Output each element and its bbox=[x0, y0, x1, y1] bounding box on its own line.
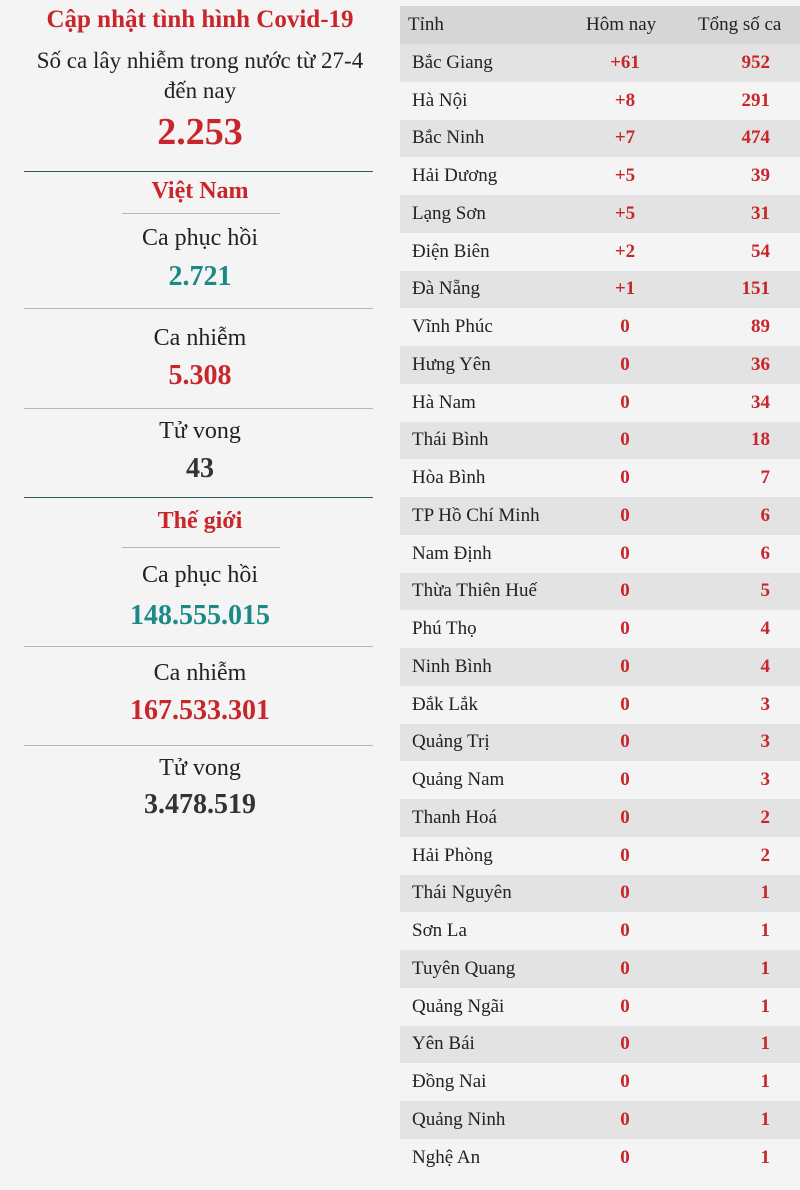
total-cases: 36 bbox=[751, 353, 770, 375]
total-cases: 6 bbox=[760, 504, 770, 526]
today-cases: 0 bbox=[620, 618, 630, 640]
province-name: Đắk Lắk bbox=[412, 693, 478, 715]
table-row bbox=[400, 233, 800, 271]
divider bbox=[122, 547, 280, 548]
province-name: Hải Dương bbox=[412, 165, 498, 187]
today-cases: 0 bbox=[620, 1033, 630, 1055]
province-name: Phú Thọ bbox=[412, 618, 477, 640]
today-cases: 0 bbox=[620, 882, 630, 904]
today-cases: +2 bbox=[614, 240, 636, 262]
province-name: Sơn La bbox=[412, 920, 467, 942]
table-row bbox=[400, 535, 800, 573]
province-name: Nam Định bbox=[412, 542, 492, 564]
today-cases: 0 bbox=[620, 806, 630, 828]
total-cases: 1 bbox=[760, 957, 770, 979]
today-cases: 0 bbox=[620, 920, 630, 942]
province-name: Vĩnh Phúc bbox=[412, 316, 493, 338]
province-name: Bắc Giang bbox=[412, 51, 493, 73]
table-row bbox=[400, 610, 800, 648]
province-name: Bắc Ninh bbox=[412, 127, 485, 149]
table-row bbox=[400, 1139, 800, 1177]
table-body bbox=[400, 44, 800, 1177]
table-row bbox=[400, 384, 800, 422]
total-cases: 474 bbox=[741, 127, 770, 149]
total-cases: 1 bbox=[760, 995, 770, 1017]
table-row bbox=[400, 346, 800, 384]
table-row bbox=[400, 875, 800, 913]
table-row bbox=[400, 1026, 800, 1064]
table-row bbox=[400, 950, 800, 988]
province-name: Quảng Ninh bbox=[412, 1108, 506, 1130]
table-row bbox=[400, 837, 800, 875]
province-name: TP Hồ Chí Minh bbox=[412, 504, 540, 526]
today-cases: 0 bbox=[620, 1071, 630, 1093]
today-cases: 0 bbox=[620, 844, 630, 866]
vietnam-section-title: Việt Nam bbox=[151, 178, 249, 204]
world-deaths-value: 3.478.519 bbox=[144, 789, 256, 820]
province-name: Đà Nẵng bbox=[412, 278, 481, 300]
province-name: Thái Bình bbox=[412, 429, 489, 451]
total-cases: 2 bbox=[760, 844, 770, 866]
province-name: Đồng Nai bbox=[412, 1071, 487, 1093]
today-cases: +5 bbox=[614, 165, 636, 187]
total-cases: 1 bbox=[760, 920, 770, 942]
table-row bbox=[400, 648, 800, 686]
vn-recovered-label: Ca phục hồi bbox=[142, 225, 258, 251]
total-cases: 34 bbox=[751, 391, 770, 413]
table-row bbox=[400, 82, 800, 120]
header-province: Tỉnh bbox=[408, 14, 444, 35]
today-cases: 0 bbox=[620, 693, 630, 715]
province-name: Quảng Ngãi bbox=[412, 995, 505, 1017]
today-cases: 0 bbox=[620, 467, 630, 489]
total-cases: 1 bbox=[760, 882, 770, 904]
world-infected-label: Ca nhiễm bbox=[153, 660, 247, 686]
table-row bbox=[400, 761, 800, 799]
total-cases: 89 bbox=[751, 316, 770, 338]
total-cases: 2 bbox=[760, 806, 770, 828]
total-cases: 1 bbox=[760, 1108, 770, 1130]
table-row bbox=[400, 1101, 800, 1139]
today-cases: 0 bbox=[620, 655, 630, 677]
table-row bbox=[400, 271, 800, 309]
vn-deaths-label: Tử vong bbox=[159, 418, 241, 444]
today-cases: 0 bbox=[620, 429, 630, 451]
province-name: Yên Bái bbox=[412, 1033, 475, 1055]
total-cases: 31 bbox=[751, 202, 770, 224]
table-row bbox=[400, 724, 800, 762]
today-cases: 0 bbox=[620, 542, 630, 564]
today-cases: +61 bbox=[610, 51, 640, 73]
page-title: Cập nhật tình hình Covid-19 bbox=[46, 6, 354, 33]
today-cases: 0 bbox=[620, 316, 630, 338]
province-table bbox=[400, 6, 800, 1177]
table-row bbox=[400, 799, 800, 837]
today-cases: 0 bbox=[620, 504, 630, 526]
province-name: Hải Phòng bbox=[412, 844, 493, 866]
world-deaths-label: Tử vong bbox=[159, 755, 241, 781]
table-row bbox=[400, 573, 800, 611]
table-row bbox=[400, 422, 800, 460]
section-divider bbox=[24, 171, 373, 172]
today-cases: 0 bbox=[620, 995, 630, 1017]
province-name: Ninh Bình bbox=[412, 655, 492, 677]
today-cases: 0 bbox=[620, 353, 630, 375]
vn-deaths-value: 43 bbox=[186, 453, 214, 484]
today-cases: 0 bbox=[620, 957, 630, 979]
table-row bbox=[400, 497, 800, 535]
today-cases: 0 bbox=[620, 1146, 630, 1168]
today-cases: 0 bbox=[620, 731, 630, 753]
divider bbox=[24, 408, 373, 409]
table-row bbox=[400, 686, 800, 724]
vn-infected-label: Ca nhiễm bbox=[153, 325, 247, 351]
total-cases: 7 bbox=[760, 467, 770, 489]
total-cases: 151 bbox=[741, 278, 770, 300]
today-cases: +7 bbox=[614, 127, 636, 149]
total-cases: 54 bbox=[751, 240, 770, 262]
today-cases: +5 bbox=[614, 202, 636, 224]
total-cases: 1 bbox=[760, 1033, 770, 1055]
total-cases: 3 bbox=[760, 693, 770, 715]
table-row bbox=[400, 459, 800, 497]
total-cases: 4 bbox=[760, 618, 770, 640]
province-name: Thái Nguyên bbox=[412, 882, 512, 904]
table-row bbox=[400, 120, 800, 158]
today-cases: 0 bbox=[620, 769, 630, 791]
total-cases: 952 bbox=[741, 51, 770, 73]
total-cases: 4 bbox=[760, 655, 770, 677]
world-recovered-label: Ca phục hồi bbox=[142, 562, 258, 588]
world-recovered-value: 148.555.015 bbox=[130, 600, 270, 631]
total-cases: 1 bbox=[760, 1146, 770, 1168]
divider bbox=[24, 646, 373, 647]
vn-recovered-value: 2.721 bbox=[168, 261, 232, 292]
table-row bbox=[400, 308, 800, 346]
table-row bbox=[400, 157, 800, 195]
province-name: Lạng Sơn bbox=[412, 202, 486, 224]
domestic-total-value: 2.253 bbox=[157, 111, 243, 153]
today-cases: +8 bbox=[614, 89, 636, 111]
table-row bbox=[400, 195, 800, 233]
total-cases: 3 bbox=[760, 731, 770, 753]
table-header bbox=[400, 6, 800, 44]
province-name: Hòa Bình bbox=[412, 467, 486, 489]
today-cases: 0 bbox=[620, 1108, 630, 1130]
province-name: Quảng Trị bbox=[412, 731, 490, 753]
today-cases: 0 bbox=[620, 391, 630, 413]
total-cases: 1 bbox=[760, 1071, 770, 1093]
table-row bbox=[400, 988, 800, 1026]
total-cases: 5 bbox=[760, 580, 770, 602]
header-today: Hôm nay bbox=[586, 14, 657, 35]
today-cases: 0 bbox=[620, 580, 630, 602]
province-name: Thanh Hoá bbox=[412, 806, 497, 828]
page-subtitle: Số ca lây nhiễm trong nước từ 27-4 đến nay bbox=[36, 48, 364, 103]
total-cases: 3 bbox=[760, 769, 770, 791]
total-cases: 18 bbox=[751, 429, 770, 451]
world-infected-value: 167.533.301 bbox=[130, 695, 270, 726]
province-name: Hà Nam bbox=[412, 391, 476, 413]
table-row bbox=[400, 44, 800, 82]
header-total: Tổng số ca bbox=[698, 14, 782, 35]
world-section-title: Thế giới bbox=[157, 508, 243, 534]
today-cases: +1 bbox=[614, 278, 636, 300]
table-row bbox=[400, 912, 800, 950]
province-name: Điện Biên bbox=[412, 240, 490, 262]
province-name: Quảng Nam bbox=[412, 769, 505, 791]
section-divider bbox=[24, 497, 373, 498]
province-name: Hà Nội bbox=[412, 89, 468, 111]
province-name: Nghệ An bbox=[412, 1146, 481, 1168]
province-name: Thừa Thiên Huế bbox=[412, 580, 537, 602]
divider bbox=[122, 213, 280, 214]
divider bbox=[24, 745, 373, 746]
province-name: Tuyên Quang bbox=[412, 957, 516, 979]
vn-infected-value: 5.308 bbox=[168, 360, 232, 391]
table-row bbox=[400, 1063, 800, 1101]
total-cases: 39 bbox=[751, 165, 770, 187]
total-cases: 6 bbox=[760, 542, 770, 564]
total-cases: 291 bbox=[741, 89, 770, 111]
province-name: Hưng Yên bbox=[412, 353, 491, 375]
divider bbox=[24, 308, 373, 309]
